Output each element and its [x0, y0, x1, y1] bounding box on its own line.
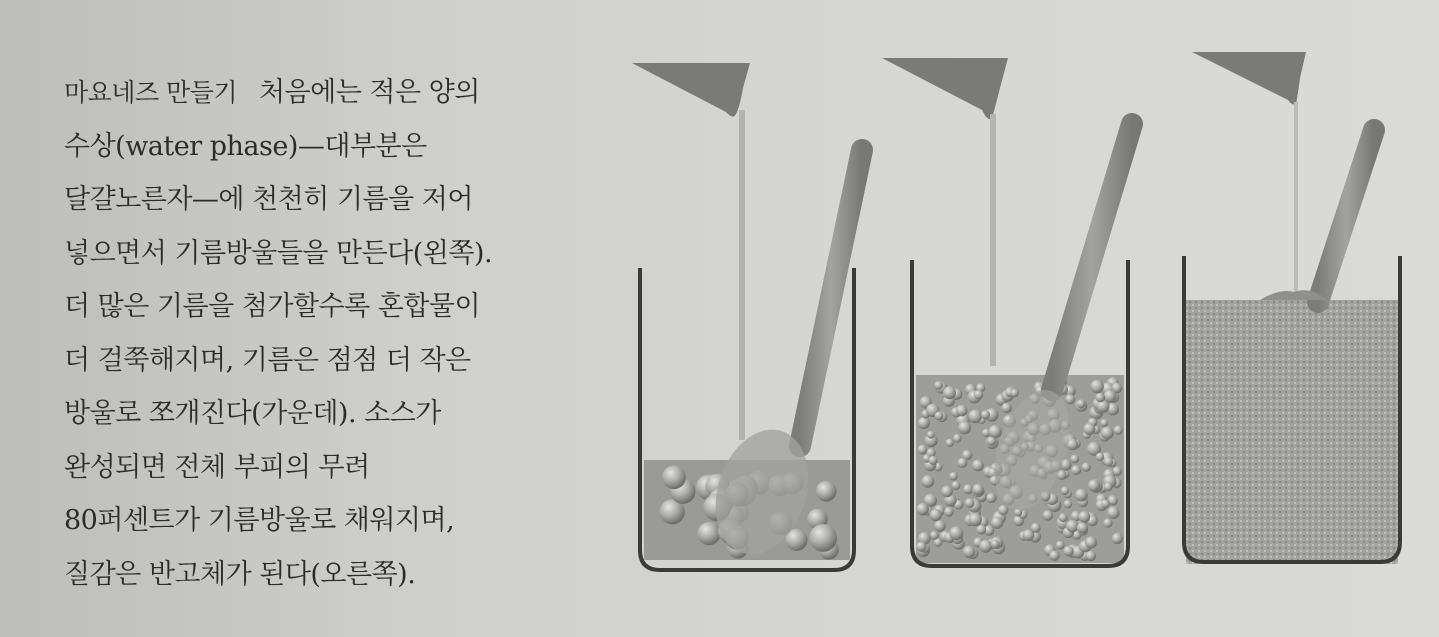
- caption-line-10: 질감은 반고체가 된다(오른쪽).: [64, 558, 416, 590]
- beakers-svg: [600, 30, 1420, 590]
- oil-droplet: [958, 421, 971, 434]
- oil-droplet: [916, 542, 926, 552]
- oil-droplet: [1083, 423, 1095, 435]
- oil-stream-right: [1294, 102, 1298, 298]
- spoon-right: [1318, 130, 1374, 302]
- oil-droplet: [921, 475, 934, 488]
- oil-droplet: [697, 522, 720, 545]
- oil-droplet: [957, 458, 967, 468]
- oil-droplet: [972, 460, 984, 472]
- oil-droplet: [991, 540, 1000, 549]
- oil-droplet: [987, 437, 996, 446]
- caption-line-5: 더 많은 기름을 첨가할수록 혼합물이: [64, 291, 481, 322]
- oil-droplet: [973, 484, 984, 495]
- oil-droplet: [1063, 546, 1073, 556]
- oil-droplet: [809, 524, 837, 552]
- oil-droplet: [989, 425, 1002, 438]
- oil-droplet: [944, 507, 954, 517]
- oil-droplet: [816, 481, 837, 502]
- oil-droplet: [1065, 394, 1075, 404]
- oil-droplet: [1049, 551, 1059, 561]
- caption-line-7: 방울로 쪼개진다(가운데). 소스가: [64, 398, 441, 429]
- oil-droplet: [918, 417, 930, 429]
- oil-droplet: [1104, 482, 1113, 491]
- oil-droplet: [986, 493, 996, 503]
- oil-stream-left: [739, 110, 745, 440]
- oil-droplet: [1101, 499, 1110, 508]
- oil-droplet: [998, 505, 1008, 515]
- beaker-right: [1184, 52, 1400, 564]
- caption-line-2: 수상(water phase)—대부분은: [64, 130, 427, 162]
- oil-droplet: [1064, 500, 1073, 509]
- oil-droplet: [1112, 533, 1123, 544]
- oil-droplet: [969, 513, 982, 526]
- oil-droplet: [953, 434, 962, 443]
- caption-title: 마요네즈 만들기: [64, 78, 237, 107]
- oil-droplet: [943, 386, 956, 399]
- oil-droplet: [963, 546, 975, 558]
- oil-droplet: [1104, 457, 1113, 466]
- oil-droplet: [935, 411, 944, 420]
- oil-droplet: [917, 445, 927, 455]
- mayonnaise-illustration: [600, 30, 1420, 590]
- oil-droplet: [952, 481, 961, 490]
- caption-line-1: 마요네즈 만들기 처음에는 적은 양의: [64, 77, 480, 108]
- oil-droplet: [1096, 453, 1105, 462]
- oil-droplet: [1095, 393, 1105, 403]
- oil-droplet: [949, 472, 958, 481]
- funnel-left: [632, 63, 750, 117]
- oil-droplet: [929, 456, 938, 465]
- emulsion-right: [1186, 300, 1398, 564]
- oil-droplet: [934, 381, 943, 390]
- oil-droplet: [1103, 518, 1112, 527]
- oil-droplet: [968, 410, 982, 424]
- oil-droplet: [1075, 489, 1088, 502]
- oil-droplet: [1070, 455, 1079, 464]
- oil-droplet: [946, 439, 954, 447]
- caption-line-4: 넣으면서 기름방울들을 만든다(왼쪽).: [64, 237, 493, 269]
- oil-droplet: [1082, 463, 1091, 472]
- oil-droplet: [1043, 510, 1054, 521]
- oil-droplet: [930, 509, 942, 521]
- funnel-middle: [882, 58, 1008, 119]
- caption-line-8: 완성되면 전체 부피의 무려: [64, 451, 370, 483]
- oil-droplet: [1104, 390, 1117, 403]
- oil-droplet: [1061, 487, 1070, 496]
- oil-droplet: [979, 540, 992, 553]
- oil-droplet: [956, 405, 967, 416]
- oil-droplet: [965, 498, 975, 508]
- oil-droplet: [1088, 480, 1100, 492]
- oil-droplet: [1011, 389, 1019, 397]
- oil-droplet: [1113, 467, 1122, 476]
- oil-droplet: [1100, 419, 1108, 427]
- beaker-left: [632, 63, 862, 570]
- oil-droplet: [974, 390, 983, 399]
- oil-droplet: [941, 486, 953, 498]
- oil-droplet: [1101, 427, 1114, 440]
- oil-droplet: [991, 517, 1003, 529]
- caption-line-9: 80퍼센트가 기름방울로 채워지며,: [64, 505, 455, 536]
- oil-droplet: [1001, 403, 1011, 413]
- oil-droplet: [917, 503, 929, 515]
- funnel-right: [1192, 52, 1306, 105]
- oil-droplet: [981, 410, 990, 419]
- oil-droplet: [1091, 380, 1104, 393]
- oil-droplet: [934, 520, 946, 532]
- oil-droplet: [1031, 523, 1041, 533]
- oil-droplet: [976, 525, 986, 535]
- oil-droplet: [1056, 541, 1065, 550]
- caption-line-3: 달걀노른자—에 천천히 기름을 저어: [64, 184, 473, 215]
- oil-droplet: [1107, 506, 1120, 519]
- oil-droplet: [1066, 520, 1079, 533]
- oil-stream-middle: [990, 114, 996, 366]
- figure-caption: [64, 66, 584, 601]
- oil-droplet: [963, 484, 973, 494]
- oil-droplet: [927, 431, 935, 439]
- oil-droplet: [930, 531, 939, 540]
- oil-droplet: [1071, 465, 1081, 475]
- oil-droplet: [1085, 536, 1097, 548]
- oil-droplet: [949, 526, 963, 540]
- beaker-middle: [882, 58, 1132, 566]
- oil-droplet: [1114, 426, 1123, 435]
- caption-line-6: 더 걸쭉해지며, 기름은 점점 더 작은: [64, 344, 471, 376]
- oil-droplet: [1078, 511, 1090, 523]
- oil-droplet: [1077, 522, 1088, 533]
- oil-droplet: [1077, 400, 1086, 409]
- oil-droplet: [1086, 551, 1096, 561]
- oil-droplet: [662, 466, 686, 490]
- oil-droplet: [1059, 513, 1068, 522]
